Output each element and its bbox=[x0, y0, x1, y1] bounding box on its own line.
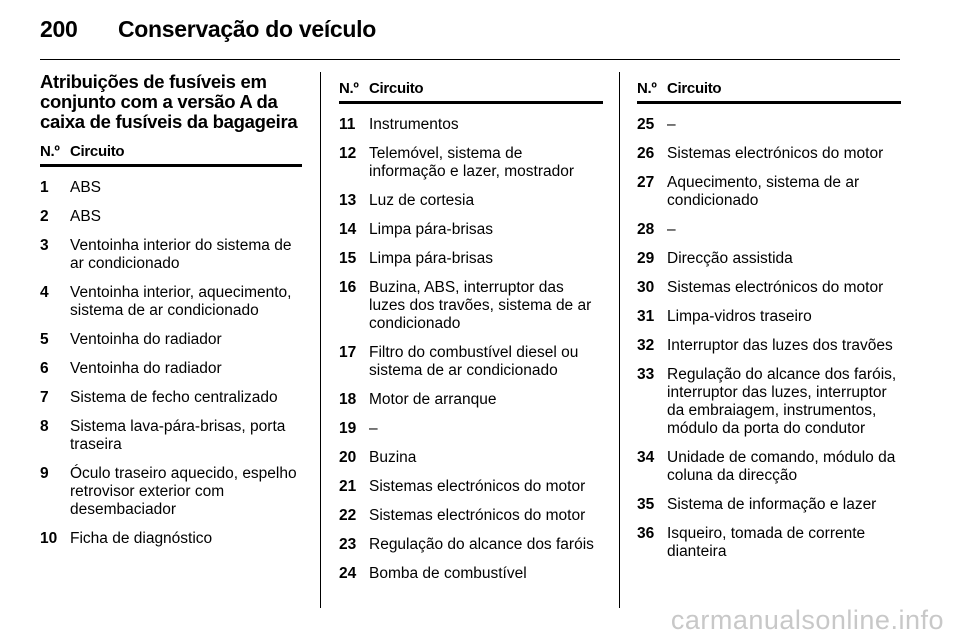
fuse-row bbox=[339, 145, 603, 181]
fuse-number: 16 bbox=[339, 279, 357, 296]
fuse-circuit: Telemóvel, sistema de informação e lazer, mostrador bbox=[369, 145, 575, 180]
fuse-circuit: Buzina bbox=[369, 449, 417, 466]
fuse-row bbox=[637, 279, 901, 297]
fuse-row bbox=[339, 536, 603, 554]
fuse-circuit: Interruptor das luzes dos travões bbox=[667, 337, 893, 354]
fuse-row bbox=[40, 284, 302, 320]
fuse-number: 19 bbox=[339, 420, 357, 437]
fuse-circuit: Buzina, ABS, interruptor das luzes dos travões, sistema de ar condicionado bbox=[369, 279, 592, 332]
fuse-circuit: Ventoinha do radiador bbox=[70, 331, 222, 348]
fuse-circuit: Bomba de combustível bbox=[369, 565, 527, 582]
section-title: Atribuições de fusíveis em conjunto com a versão A da caixa de fusíveis da bagageira bbox=[40, 71, 298, 132]
fuse-circuit: Limpa pára-brisas bbox=[369, 250, 494, 267]
fuse-number: 25 bbox=[637, 116, 655, 133]
fuse-number: 36 bbox=[637, 525, 655, 542]
fuse-row bbox=[339, 391, 603, 409]
fuse-row bbox=[637, 337, 901, 355]
fuse-row bbox=[339, 221, 603, 239]
fuse-number: 9 bbox=[40, 465, 49, 482]
fuse-circuit: Luz de cortesia bbox=[369, 192, 475, 209]
column-divider bbox=[320, 72, 321, 608]
fuse-number: 35 bbox=[637, 496, 655, 513]
fuse-circuit: Sistema lava-pára-brisas, porta traseira bbox=[70, 418, 286, 453]
fuse-circuit: Direcção assistida bbox=[667, 250, 793, 267]
fuse-row bbox=[339, 344, 603, 380]
fuse-row bbox=[637, 250, 901, 268]
fuse-row bbox=[339, 192, 603, 210]
column-1 bbox=[40, 72, 302, 559]
fuse-circuit: Sistemas electrónicos do motor bbox=[667, 145, 884, 162]
fuse-number: 21 bbox=[339, 478, 357, 495]
fuse-row bbox=[637, 525, 901, 561]
fuse-row bbox=[339, 478, 603, 496]
fuse-number: 17 bbox=[339, 344, 357, 361]
fuse-number: 29 bbox=[637, 250, 655, 267]
fuse-number: 14 bbox=[339, 221, 357, 238]
table-header bbox=[339, 80, 603, 104]
fuse-number: 31 bbox=[637, 308, 655, 325]
table-header bbox=[40, 143, 302, 167]
header-num: N.º bbox=[40, 143, 60, 160]
fuse-row bbox=[339, 116, 603, 134]
fuse-row bbox=[339, 420, 603, 438]
fuse-row bbox=[339, 250, 603, 268]
page-title: Conservação do veículo bbox=[118, 16, 376, 42]
fuse-number: 23 bbox=[339, 536, 357, 553]
fuse-number: 30 bbox=[637, 279, 655, 296]
fuse-row bbox=[637, 496, 901, 514]
fuse-row bbox=[339, 565, 603, 583]
fuse-row bbox=[40, 237, 302, 273]
fuse-list bbox=[637, 116, 901, 561]
fuse-row bbox=[40, 179, 302, 197]
fuse-row bbox=[637, 366, 901, 438]
fuse-number: 10 bbox=[40, 530, 58, 547]
fuse-row bbox=[637, 174, 901, 210]
fuse-number: 2 bbox=[40, 208, 49, 225]
fuse-row bbox=[637, 116, 901, 134]
watermark: carmanualsonline.info bbox=[670, 605, 944, 635]
fuse-number: 22 bbox=[339, 507, 357, 524]
header-num: N.º bbox=[637, 80, 657, 97]
table-header bbox=[637, 80, 901, 104]
fuse-circuit: ABS bbox=[70, 208, 102, 225]
fuse-number: 28 bbox=[637, 221, 655, 238]
fuse-row bbox=[40, 418, 302, 454]
header-circuit: Circuito bbox=[70, 143, 125, 160]
page-header bbox=[40, 16, 376, 43]
fuse-circuit: Sistemas electrónicos do motor bbox=[667, 279, 884, 296]
header-circuit: Circuito bbox=[667, 80, 722, 97]
fuse-circuit: Regulação do alcance dos faróis, interruptor das luzes, interruptor da embraiagem, instrumentos, módulo da porta do condutor bbox=[667, 366, 897, 437]
fuse-circuit: Ventoinha interior, aquecimento, sistema de ar condicionado bbox=[70, 284, 292, 319]
fuse-circuit: Filtro do combustível diesel ou sistema de ar condicionado bbox=[369, 344, 579, 379]
column-3 bbox=[637, 72, 901, 572]
column-2 bbox=[339, 72, 603, 594]
fuse-circuit: Unidade de comando, módulo da coluna da direcção bbox=[667, 449, 896, 484]
fuse-circuit: Sistemas electrónicos do motor bbox=[369, 507, 586, 524]
fuse-circuit: Óculo traseiro aquecido, espelho retrovisor exterior com desembaciador bbox=[70, 465, 297, 518]
fuse-circuit: Sistema de fecho centralizado bbox=[70, 389, 278, 406]
fuse-row bbox=[339, 279, 603, 333]
fuse-number: 13 bbox=[339, 192, 357, 209]
fuse-number: 8 bbox=[40, 418, 49, 435]
fuse-number: 3 bbox=[40, 237, 49, 254]
fuse-circuit: – bbox=[667, 221, 676, 238]
fuse-circuit: Sistema de informação e lazer bbox=[667, 496, 877, 513]
fuse-circuit: Limpa pára-brisas bbox=[369, 221, 494, 238]
fuse-list bbox=[339, 116, 603, 583]
fuse-number: 7 bbox=[40, 389, 49, 406]
fuse-number: 34 bbox=[637, 449, 655, 466]
fuse-number: 33 bbox=[637, 366, 655, 383]
fuse-circuit: Sistemas electrónicos do motor bbox=[369, 478, 586, 495]
fuse-row bbox=[339, 449, 603, 467]
fuse-number: 24 bbox=[339, 565, 357, 582]
fuse-circuit: – bbox=[667, 116, 676, 133]
fuse-number: 11 bbox=[339, 116, 356, 133]
header-num: N.º bbox=[339, 80, 359, 97]
column-divider bbox=[619, 72, 620, 608]
fuse-row bbox=[40, 208, 302, 226]
header-circuit: Circuito bbox=[369, 80, 424, 97]
fuse-row bbox=[637, 145, 901, 163]
fuse-number: 5 bbox=[40, 331, 49, 348]
fuse-row bbox=[40, 465, 302, 519]
fuse-row bbox=[339, 507, 603, 525]
fuse-circuit: Ficha de diagnóstico bbox=[70, 530, 213, 547]
fuse-circuit: Motor de arranque bbox=[369, 391, 497, 408]
fuse-row bbox=[637, 449, 901, 485]
fuse-number: 12 bbox=[339, 145, 357, 162]
fuse-row bbox=[40, 389, 302, 407]
fuse-number: 6 bbox=[40, 360, 49, 377]
fuse-circuit: Instrumentos bbox=[369, 116, 459, 133]
header-rule bbox=[40, 59, 900, 60]
fuse-row bbox=[637, 221, 901, 239]
fuse-number: 32 bbox=[637, 337, 655, 354]
fuse-number: 27 bbox=[637, 174, 655, 191]
fuse-row bbox=[40, 331, 302, 349]
fuse-circuit: Regulação do alcance dos faróis bbox=[369, 536, 594, 553]
fuse-row bbox=[637, 308, 901, 326]
fuse-number: 18 bbox=[339, 391, 357, 408]
page-number: 200 bbox=[40, 16, 78, 42]
fuse-list bbox=[40, 179, 302, 548]
fuse-row bbox=[40, 530, 302, 548]
fuse-number: 20 bbox=[339, 449, 357, 466]
fuse-circuit: Aquecimento, sistema de ar condicionado bbox=[667, 174, 860, 209]
fuse-circuit: Isqueiro, tomada de corrente dianteira bbox=[667, 525, 866, 560]
fuse-circuit: Ventoinha do radiador bbox=[70, 360, 222, 377]
fuse-row bbox=[40, 360, 302, 378]
fuse-number: 26 bbox=[637, 145, 655, 162]
fuse-circuit: ABS bbox=[70, 179, 102, 196]
fuse-circuit: Limpa-vidros traseiro bbox=[667, 308, 812, 325]
fuse-number: 1 bbox=[40, 179, 49, 196]
fuse-number: 15 bbox=[339, 250, 357, 267]
fuse-number: 4 bbox=[40, 284, 49, 301]
fuse-circuit: – bbox=[369, 420, 378, 437]
fuse-circuit: Ventoinha interior do sistema de ar condicionado bbox=[70, 237, 292, 272]
